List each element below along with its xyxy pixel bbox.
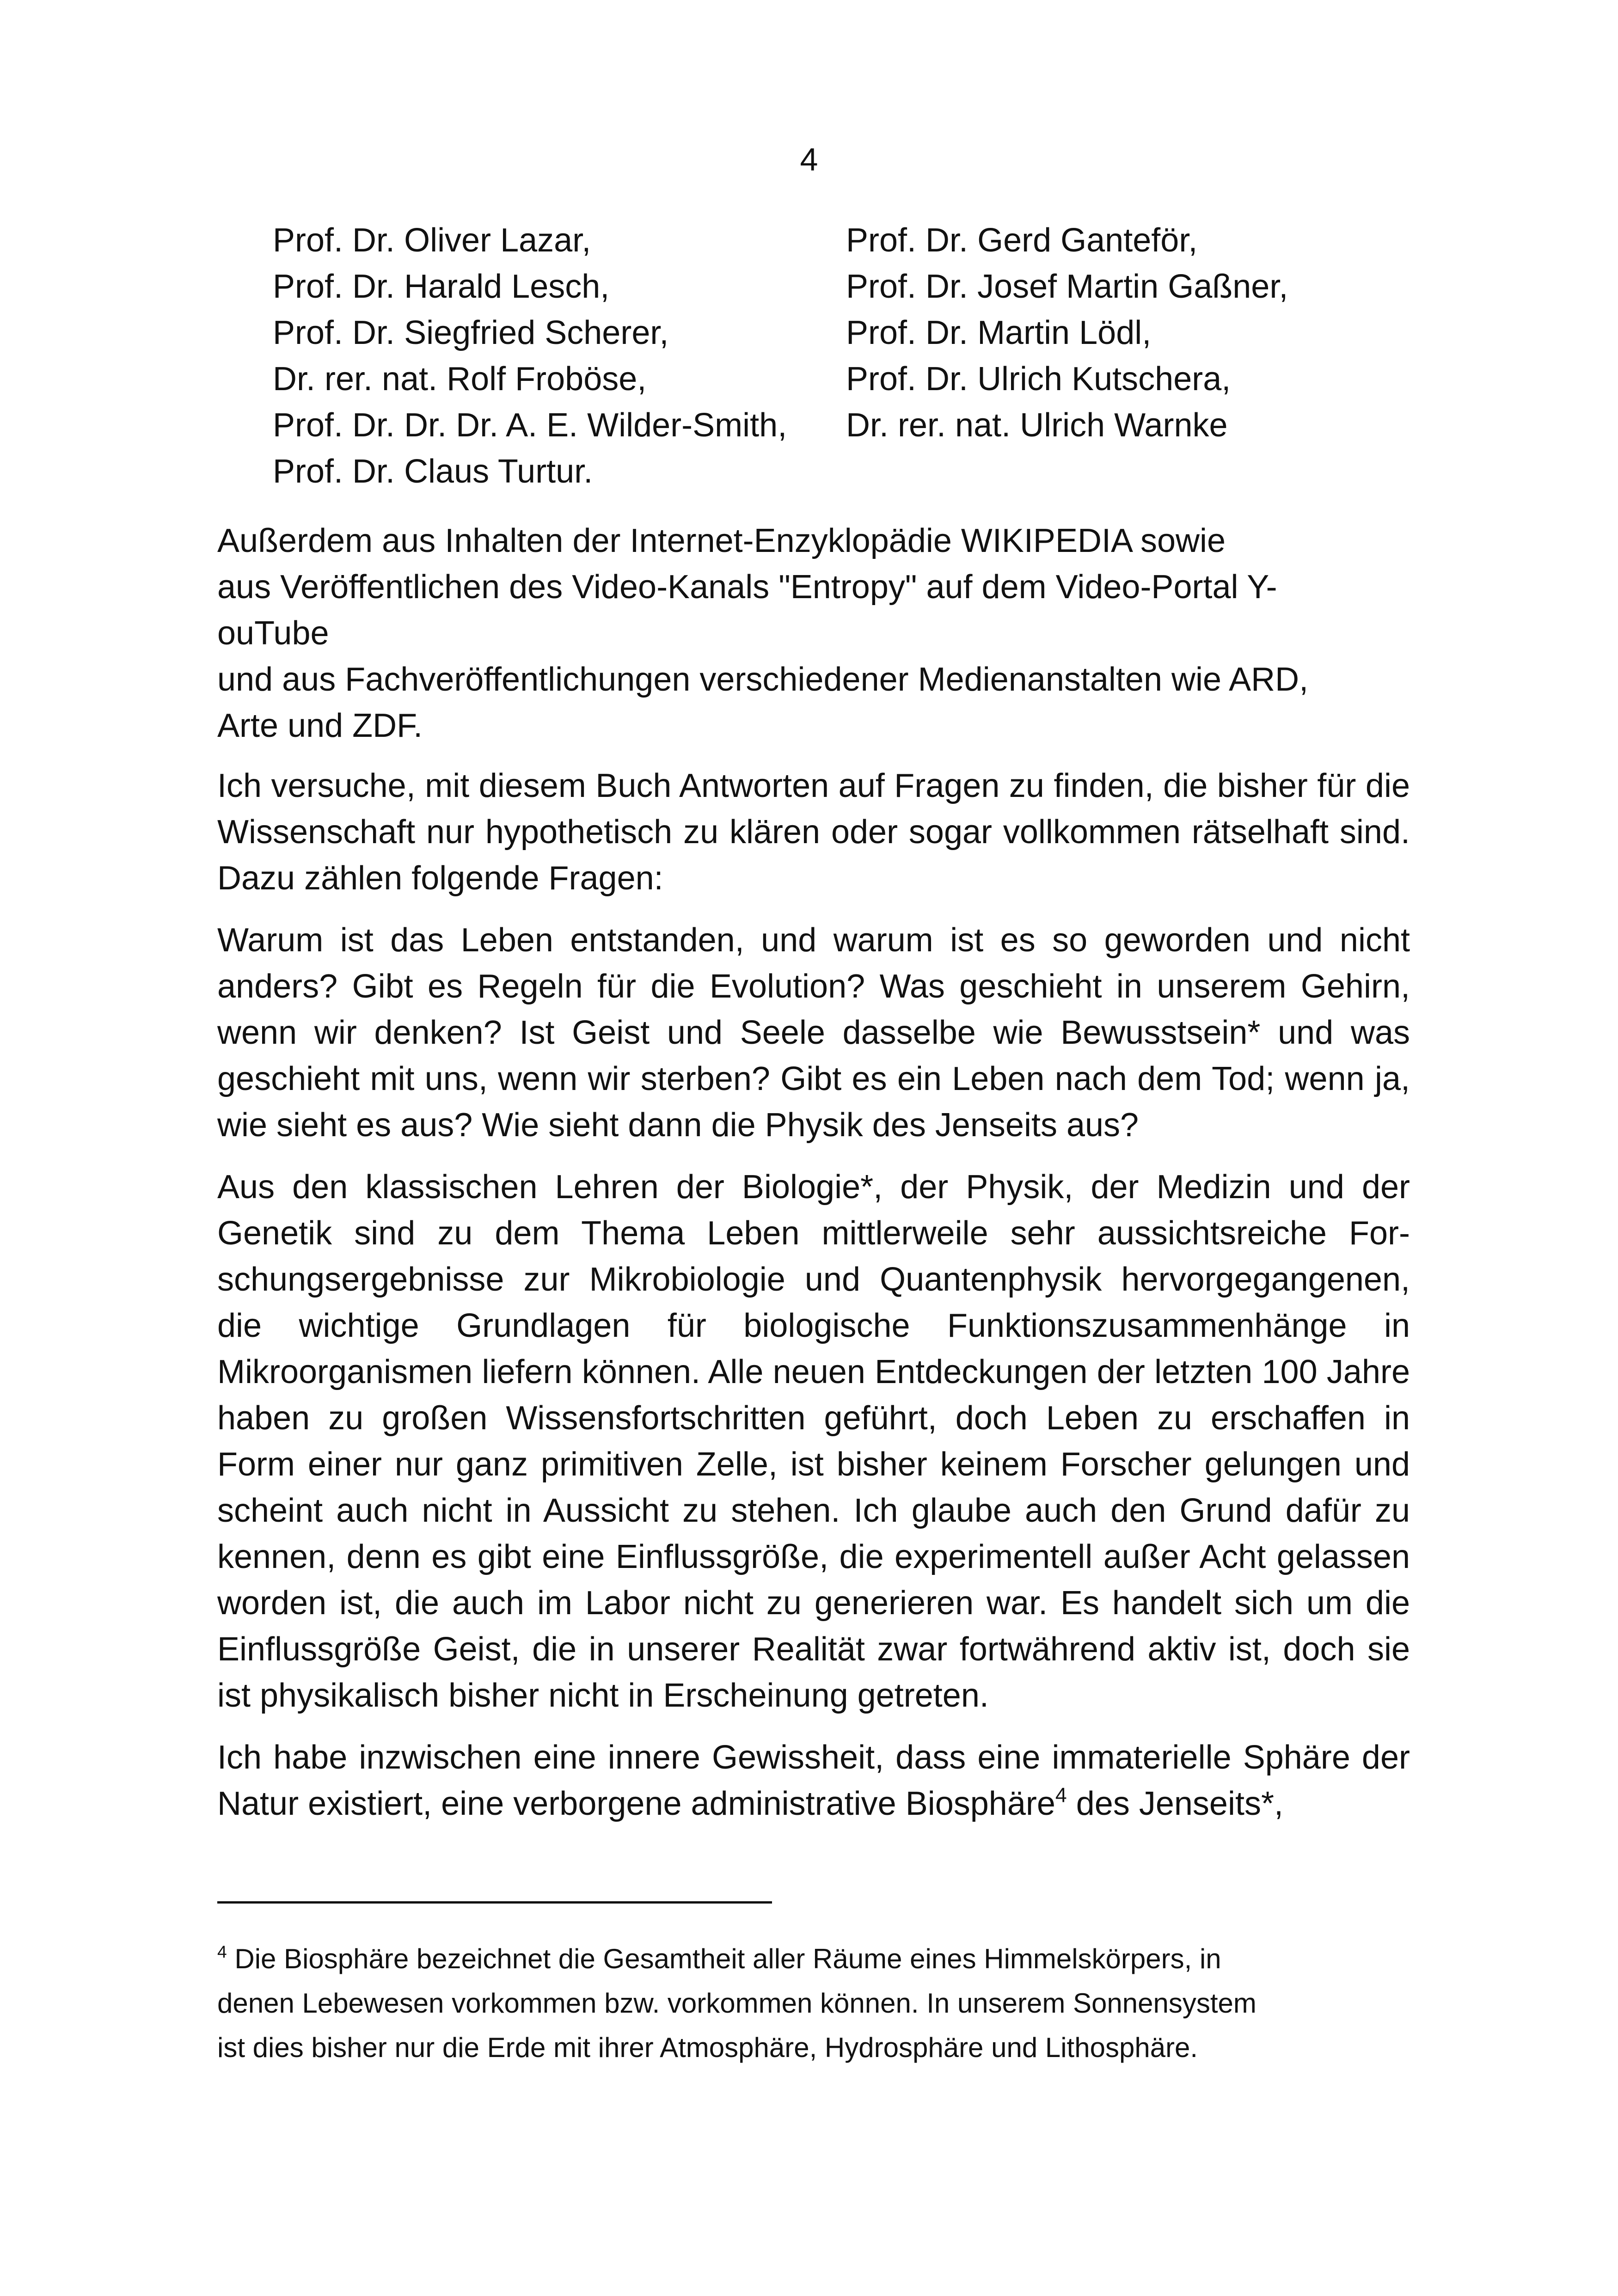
body-paragraph-last xyxy=(217,1734,1410,1827)
author-name: Prof. Dr. Dr. Dr. A. E. Wilder-Smith, xyxy=(273,407,787,444)
sources-line: Arte und ZDF. xyxy=(217,707,423,744)
sources-line: Außerdem aus Inhalten der Internet-Enzyklopädie WIKIPEDIA sowie xyxy=(217,522,1226,559)
body-text xyxy=(217,763,1410,1843)
body-paragraph: Ich versuche, mit diesem Buch Antworten auf Fragen zu finden, die bisher für die Wissenschaft nur hypothetisch zu klären oder sogar vollkommen rätselhaft sind. Dazu zählen folgende Fragen: xyxy=(217,767,1410,897)
author-name: Prof. Dr. Ulrich Kutschera, xyxy=(846,361,1231,398)
footnote-separator xyxy=(217,1901,772,1904)
sources-line: und aus Fachveröffentlichungen verschiedener Medienanstalten wie ARD, xyxy=(217,661,1309,698)
footnote-marker: 4 xyxy=(217,1941,227,1961)
footnote-line: ist dies bisher nur die Erde mit ihrer Atmosphäre, Hydrosphäre und Lithosphäre. xyxy=(217,2032,1198,2063)
author-name: Prof. Dr. Claus Turtur. xyxy=(273,453,593,490)
page-number: 4 xyxy=(800,141,818,178)
body-paragraph: Warum ist das Leben entstanden, und warum ist es so geworden und nicht anders? Gibt es Regeln für die Evolution? Was geschieht in unserem Gehirn, wenn wir denken? Ist Geist und Seele dasselbe wie Bewusstsein* und was geschieht mit uns, wenn wir sterben? Gibt es ein Leben nach dem Tod; wenn ja, wie sieht es aus? Wie sieht dann die Physik des Jenseits aus? xyxy=(217,922,1410,1144)
author-name: Prof. Dr. Oliver Lazar, xyxy=(273,222,591,259)
footnote-text: Die Biosphäre bezeichnet die Gesamtheit aller Räume eines Himmelskörpers, in xyxy=(227,1943,1221,1974)
paragraph-text: des Jenseits*, xyxy=(1066,1785,1283,1822)
author-name: Prof. Dr. Martin Lödl, xyxy=(846,314,1152,351)
footnote xyxy=(217,1937,1410,2070)
author-name: Prof. Dr. Gerd Ganteför, xyxy=(846,222,1198,259)
footnote-reference[interactable]: 4 xyxy=(1055,1784,1067,1807)
paragraph-text: Ich habe inzwischen eine innere Gewissheit, dass eine immaterielle Sphäre der Natur existiert, eine verborgene administrative Biosphäre xyxy=(217,1739,1410,1822)
author-name: Dr. rer. nat. Rolf Froböse, xyxy=(273,361,647,398)
sources-line: aus Veröffentlichen des Video-Kanals "Entropy" auf dem Video-Portal Y- xyxy=(217,569,1277,606)
author-name: Prof. Dr. Josef Martin Gaßner, xyxy=(846,268,1288,305)
author-name: Prof. Dr. Harald Lesch, xyxy=(273,268,610,305)
footnote-line: denen Lebewesen vorkommen bzw. vorkommen können. In unserem Sonnensystem xyxy=(217,1988,1256,2019)
author-name: Dr. rer. nat. Ulrich Warnke xyxy=(846,407,1228,444)
sources-paragraph xyxy=(217,518,1410,749)
author-list-right-column xyxy=(846,217,1401,495)
footnote-line xyxy=(217,1937,1410,1981)
body-paragraph: Aus den klassischen Lehren der Biologie*, der Physik, der Medizin und der Genetik sind zu dem Thema Leben mittlerweile sehr aussichtsreiche Forschungsergebnisse zur Mikrobiologie und Quantenphysik hervorgegangenen, die wichtige Grundlagen für biologische Funktionszusammenhänge in Mikroorganismen liefern können. Alle neuen Entdeckungen der letzten 100 Jahre haben zu großen Wissensfortschritten geführt, doch Leben zu erschaffen in Form einer nur ganz primitiven Zelle, ist bisher keinem Forscher gelungen und scheint auch nicht in Aussicht zu stehen. Ich glaube auch den Grund dafür zu kennen, denn es gibt eine Einflussgröße, die experimentell außer Acht gelassen worden ist, die auch im Labor nicht zu generieren war. Es handelt sich um die Einflussgröße Geist, die in unserer Realität zwar fortwährend aktiv ist, doch sie ist physikalisch bisher nicht in Erscheinung getreten. xyxy=(217,1169,1410,1714)
author-name: Prof. Dr. Siegfried Scherer, xyxy=(273,314,669,351)
sources-line: ouTube xyxy=(217,615,329,652)
author-list-left-column xyxy=(273,217,846,495)
author-list xyxy=(273,217,1405,495)
